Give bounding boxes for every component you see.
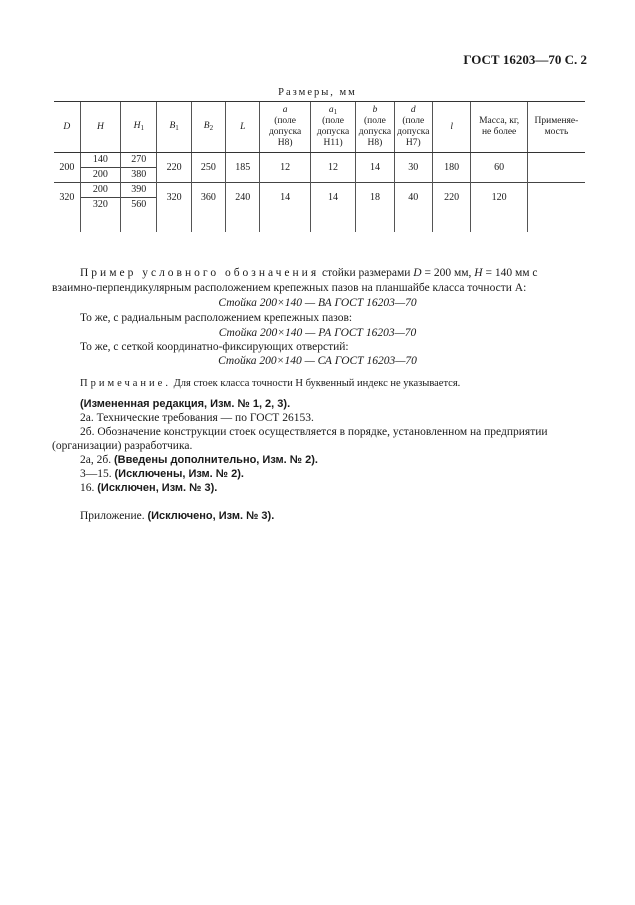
paragraph-3-15: 3—15. (Исключены, Изм. № 2). bbox=[80, 468, 244, 480]
paragraph-2a: 2а. Технические требования — по ГОСТ 26153. bbox=[80, 412, 314, 424]
header-b: b (поле допуска Н8) bbox=[356, 102, 394, 153]
cell-b: 18 bbox=[356, 183, 394, 213]
header-l: l bbox=[432, 102, 470, 153]
header-H: H bbox=[80, 102, 120, 153]
paragraph-16: 16. (Исключен, Изм. № 3). bbox=[80, 482, 218, 494]
cell-mass: 120 bbox=[471, 183, 528, 213]
cell-a1: 14 bbox=[310, 183, 355, 213]
cell-a1: 12 bbox=[310, 153, 355, 183]
dimensions-table bbox=[54, 101, 585, 232]
cell-H: 140 200 bbox=[80, 153, 120, 183]
page-header: ГОСТ 16203—70 С. 2 bbox=[463, 52, 587, 67]
cell-l: 180 bbox=[432, 153, 470, 183]
cell-B2: 360 bbox=[191, 183, 225, 213]
appendix-note: Приложение. (Исключено, Изм. № 3). bbox=[80, 510, 275, 522]
cell-a: 12 bbox=[260, 153, 310, 183]
cell-L: 240 bbox=[226, 183, 260, 213]
cell-H: 200 320 bbox=[80, 183, 120, 213]
table-row bbox=[54, 183, 585, 213]
same-grid: То же, с сеткой координатно-фиксирующих отверстий: bbox=[80, 341, 349, 353]
header-a: a (поле допуска Н8) bbox=[260, 102, 310, 153]
cell-usage bbox=[527, 153, 585, 183]
header-B1: $B_1$ bbox=[157, 102, 191, 153]
designation-3: Стойка 200×140 — СА ГОСТ 16203—70 bbox=[218, 355, 417, 367]
cell-L: 185 bbox=[226, 153, 260, 183]
cell-H1: 390 560 bbox=[121, 183, 157, 213]
cell-b: 14 bbox=[356, 153, 394, 183]
header-d: d (поле допуска Н7) bbox=[394, 102, 432, 153]
same-radial: То же, с радиальным расположением крепежных пазов: bbox=[80, 312, 353, 324]
paragraph-2b-line1: 2б. Обозначение конструкции стоек осуществляется в порядке, установленном на предприятии bbox=[80, 426, 548, 438]
cell-H1: 270 380 bbox=[121, 153, 157, 183]
cell-a: 14 bbox=[260, 183, 310, 213]
table-caption: Размеры, мм bbox=[278, 87, 357, 98]
cell-l: 220 bbox=[432, 183, 470, 213]
header-a1: $a_1$ (поле допуска Н11) bbox=[310, 102, 355, 153]
cell-D: 320 bbox=[59, 192, 75, 203]
table-header-row bbox=[54, 102, 585, 153]
note: Примечание. Для стоек класса точности Н буквенный индекс не указывается. bbox=[80, 378, 461, 389]
header-L: L bbox=[226, 102, 260, 153]
cell-d: 30 bbox=[394, 153, 432, 183]
edition-note: (Измененная редакция, Изм. № 1, 2, 3). bbox=[80, 398, 291, 410]
cell-mass: 60 bbox=[471, 153, 528, 183]
table-tail-row bbox=[54, 212, 585, 232]
example-lead: Пример условного обозначения стойки размерами D = 200 мм, H = 140 мм с bbox=[80, 267, 538, 279]
cell-D: 200 bbox=[59, 162, 75, 173]
header-D: D bbox=[54, 102, 80, 153]
cell-usage bbox=[527, 183, 585, 213]
paragraph-2b-line2: (организации) разработчика. bbox=[52, 440, 193, 452]
header-B2: $B_2$ bbox=[191, 102, 225, 153]
designation-2: Стойка 200×140 — РА ГОСТ 16203—70 bbox=[218, 327, 417, 339]
header-usage: Применяе- мость bbox=[527, 102, 585, 153]
cell-d: 40 bbox=[394, 183, 432, 213]
cell-B1: 320 bbox=[157, 183, 191, 213]
header-mass: Масса, кг, не более bbox=[471, 102, 528, 153]
table-row bbox=[54, 153, 585, 183]
designation-1: Стойка 200×140 — ВА ГОСТ 16203—70 bbox=[218, 297, 417, 309]
paragraph-2ab: 2а, 2б. (Введены дополнительно, Изм. № 2). bbox=[80, 454, 318, 466]
example-line2: взаимно-перпендикулярным расположением крепежных пазов на планшайбе класса точности А: bbox=[52, 282, 527, 294]
header-H1: $H_1$ bbox=[121, 102, 157, 153]
cell-B1: 220 bbox=[157, 153, 191, 183]
cell-B2: 250 bbox=[191, 153, 225, 183]
